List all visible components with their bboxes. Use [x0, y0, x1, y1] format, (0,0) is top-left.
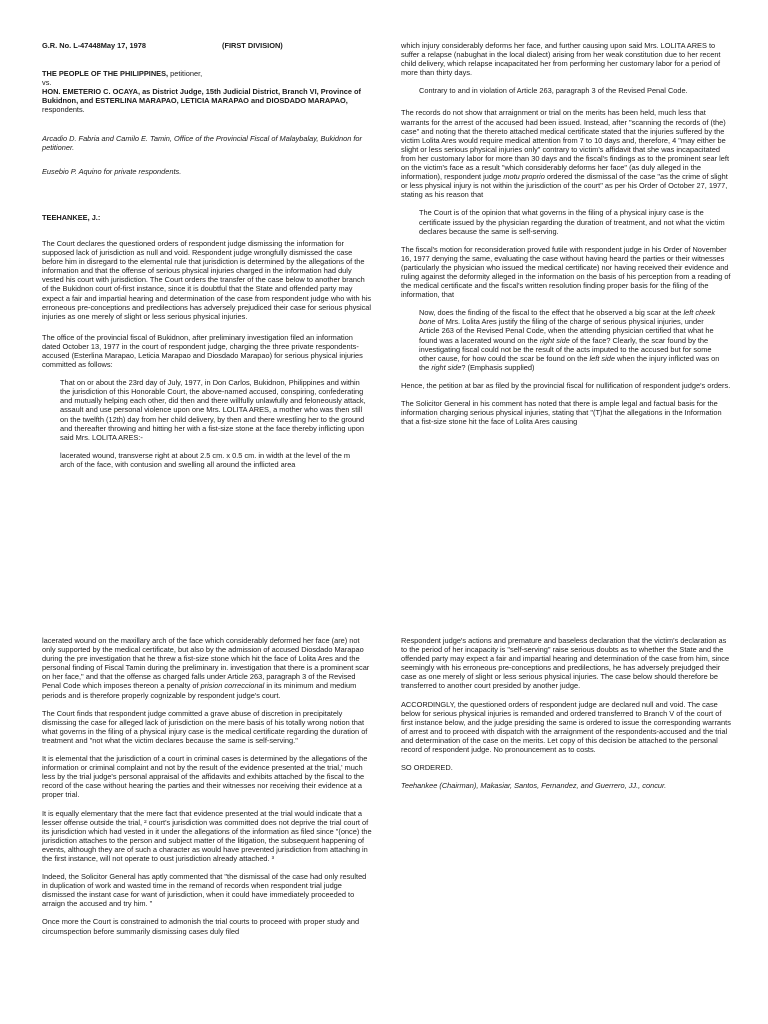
case-number: G.R. No. L-47448May 17, 1978	[42, 41, 146, 50]
block-quote: lacerated wound, transverse right at about 2.5 cm. x 0.5 cm. in width at the level of the m arch of the face, with contusion and swelling all around the inflicted area	[60, 450, 351, 469]
document-page-2	[0, 608, 768, 1024]
page1-left-column	[42, 41, 372, 478]
concurrence: Teehankee (Chairman), Makasiar, Santos, Fernandez, and Guerrero, JJ., concur.	[401, 781, 667, 791]
text-run-italic: right side	[539, 335, 570, 345]
text-run: of the face? Clearly, the scar found by the investigating fiscal could not be the result of the acts imputed to the accused but for some other cause, for how could the scar be found on the	[419, 335, 712, 363]
paragraph: It is equally elementary that the mere fact that evidence presented at the trial would indicate that a lesser offense outside the trial, ² court's jurisdiction was committed does not deprive the trial court of its jurisdiction which had vested in it under the allegations of the information as filed since "(once) the jurisdiction attaches to the person and subject matter of the litigation, the subsequent happening of events, although they are of such a character as would have prevented jurisdiction from attaching in the first instance, will not operate to oust jurisdiction already attached. ³	[42, 808, 372, 863]
text-run-italic: left cheek bone	[419, 308, 716, 327]
paragraph: Once more the Court is constrained to admonish the trial courts to proceed with proper study and circumspection before summarily dismissing cases duly filed	[42, 917, 360, 936]
petitioner-role: petitioner,	[168, 69, 203, 79]
paragraph: which injury considerably deforms her face, and further causing upon said Mrs. LOLITA ARES to suffer a relapse (nabughat in the local dialect) arising from her weak constitution due to her recent child delivery, which relapse incapacitated her from performing her customary labor for a period of more than thirty days.	[401, 41, 721, 78]
text-run-italic: left side	[589, 353, 615, 363]
page2-right-column	[401, 636, 731, 799]
page2-left-column	[42, 636, 372, 945]
division-label: (FIRST DIVISION)	[222, 41, 283, 50]
paragraph	[401, 108, 731, 199]
counsel-respondents: Eusebio P. Aquino for private respondents.	[42, 166, 182, 176]
respondents-role: respondents.	[42, 105, 85, 115]
text-run: Now, does the finding of the fiscal to the effect that he observed a big scar at the	[419, 308, 684, 318]
paragraph: ACCORDINGLY, the questioned orders of respondent judge are declared null and void. The case below for serious physical injuries is remanded and ordered transferred to Branch V of the court of first instance below, and the judge presiding the same is ordered to issue the corresponding warrants of arrest and to proceed with dispatch with the arraignment of the respondents-accused and the trial and determination of the case on the merits. Let copy of this decision be attached to the personal record of respondent judge. No pronouncement as to costs.	[401, 699, 731, 755]
block-quote: The Court is of the opinion that what governs in the filing of a physical injury case is the certificate issued by the physician regarding the duration of treatment, and not what the victim declares because the same is self-serving.	[419, 208, 725, 236]
respondents-names: HON. EMETERIO C. OCAYA, as District Judge, 15th Judicial District, Branch VI, Province of Bukidnon, and ESTERLINA MARAPAO, LETICIA MARAPAO and DIOSDADO MARAPAO,	[42, 87, 361, 106]
paragraph	[42, 636, 372, 700]
text-run-italic: prision correccional	[200, 681, 265, 691]
text-run: lacerated wound on the maxillary arch of the face which considerably deformed her face (are) not only supported by the medical certificate, but also by the admission of accused Diosdado Marapao during the pre investigation that he threw a fist-size stone which hit the face of Lolita Ares and the personal finding of Fiscal Tamin during the preliminary in. investigation that there is a prominent scar on her face," and that the offense as charged falls under Article 263, paragraph 3 of the Revised Penal Code which imposes thereon a penalty of	[42, 636, 370, 691]
page1-right-column	[401, 41, 731, 435]
block-quote: That on or about the 23rd day of July, 1977, in Don Carlos, Bukidnon, Philippines and within the jurisdiction of this Honorable Court, the above-named accused, conspiring, confederating and mutually helping each other, did then and there willfully unlawfully and feloneously attack, assault and use personal violence upon one Mrs. LOLITA ARES, a mother who was then still on the twelfth (12th) day from her child delivery, by then and there wrestling her to the ground and thereafter throwing and hitting her with a fist-size stone at the face thereby inflicting upon said Mrs. LOLITA ARES:-	[60, 378, 366, 442]
paragraph: Respondent judge's actions and premature and baseless declaration that the victim's declaration as to the period of her incapacity is "self-serving" raise serious doubts as to whether the State and the offended party may expect a fair and impartial hearing and determination of the case from him, since seemingly with his erroneous pre-conceptions and predilections, he has adversely prejudged their case as one merely of slight or less serious physical injuries. The case below should therefore be transferred to another court presided by another judge.	[401, 636, 730, 691]
block-quote	[419, 308, 725, 372]
case-header	[42, 41, 372, 50]
text-run: in its minimum and medium periods and is therefore properly cognizable by respondent judge's court.	[42, 681, 357, 700]
text-run-italic: right side	[431, 362, 462, 372]
counsel-petitioner: Arcadio D. Fabria and Camilo E. Tamin, Office of the Provincial Fiscal of Malaybalay, Bukidnon for petitioner.	[42, 133, 362, 152]
paragraph: The Solicitor General in his comment has noted that there is ample legal and factual basis for the information charging serious physical injuries, stating that "(T)hat the allegations in the Information that a fist-size stone hit the face of Lolita Ares causing	[401, 399, 722, 427]
paragraph: The Court declares the questioned orders of respondent judge dismissing the information for supposed lack of jurisdiction as null and void. Respondent judge wrongfully dismissed the case before him in disregard to the elemental rule that jurisdiction is determined by the allegations of the information and that the offense of serious physical injuries charged in the information had duly vested his court with jurisdiction. The Court orders the transfer of the case below to another branch of the Bukidnon court of-first instance, since it is doubtful that the State and offended party may expect a fair and impartial hearing and determination of the case from respondent judge who with his erroneous pre-conceptions and predilections has adversely prejudiced their case for serious physical injuries as one merely of slight or less serious physical injuries.	[42, 238, 372, 321]
text-run: when the injury inflicted was on the	[419, 353, 720, 372]
block-quote: Contrary to and in violation of Article 263, paragraph 3 of the Revised Penal Code.	[419, 86, 688, 96]
ponente: TEEHANKEE, J.:	[42, 212, 101, 222]
petitioner-name: THE PEOPLE OF THE PHILIPPINES,	[42, 69, 169, 79]
paragraph: Indeed, the Solicitor General has aptly commented that "the dismissal of the case had only resulted in duplication of work and wasted time in the remand of records when respondent trial judge dismissed the instant case for want of jurisdiction, when it could have immediately proceeded to arraign the accused and try him. "	[42, 872, 367, 909]
text-run: of Mrs. Lolita Ares justify the filing of the charge of serious physical injuries, under Article 263 of the Revised Penal Code, when the attending physician certified that what he found was a lacerated wound on the	[419, 317, 714, 345]
text-run: ? (Emphasis supplied)	[461, 362, 535, 372]
paragraph: The Court finds that respondent judge committed a grave abuse of discretion in precipitately dismissing the case for alleged lack of jurisdiction on the mere basis of his totally wrong notion that what governs in the filing of a physical injury case is the medical certificate regarding the duration of treatment and "not what the victim declares because the same is self-serving."	[42, 708, 368, 745]
text-run-italic: motu proprio	[503, 172, 545, 182]
text-run: The records do not show that arraignment or trial on the merits has been held, much less that warrants for the arrest of the accused had been issued. Instead, after "scanning the records of (the) case" and noting that the thereto attached medical certificate stated that the injuries suffered by the victim Lolita Ares would require medical attention from 7 to 10 days and, therefore, 4 "may either be slight or less serious physical injuries only" contrary to victim's affidavit that she was incapacitated from her customary labor for more than 30 days and the fiscal's findings as to the prominent sear left on the victim's face as a result "which considerably deforms her face" (as duly alleged in the information), respondent judge	[401, 108, 729, 182]
paragraph: The fiscal's motion for reconsideration proved futile with respondent judge in his Order of November 16, 1977 denying the same, evaluating the case without having heard the parties or their witnesses (particularly the physician who issued the medical certificate) nor having received their evidence and ruling against the deformity alleged in the information on the basis of his perception from a reading of the medical certificate and the fiscal's written resolution finding proper basis for the filing of the information, that	[401, 244, 731, 300]
petitioner-line	[42, 69, 372, 78]
text-run: ordered the dismissal of the case "as the crime of slight or less physical injury is not within the jurisdiction of the court" as per his Order of October 27, 1977, stating as his reason that	[401, 172, 728, 200]
paragraph: The office of the provincial fiscal of Bukidnon, after preliminary investigation filed an information dated October 13, 1977 in the court of respondent judge, charging the three private respondents- accused (Esterlina Marapao, Leticia Marapao and Diosdado Marapao) for serious physical injuries committed as follows:	[42, 332, 363, 370]
respondents-line	[42, 87, 372, 114]
paragraph: Hence, the petition at bar as filed by the provincial fiscal for nullification of respondent judge's orders.	[401, 380, 731, 390]
paragraph: It is elemental that the jurisdiction of a court in criminal cases is determined by the allegations of the information or criminal complaint and not by the result of the evidence presented at the trial,' much less by the trial judge's personal appraisal of the affidavits and exhibits attached by the fiscal to the record of the case without hearing the parties and their witnesses nor receiving their evidence at a proper trial.	[42, 754, 368, 800]
versus-label: vs.	[42, 78, 52, 88]
so-ordered: SO ORDERED.	[401, 763, 453, 773]
